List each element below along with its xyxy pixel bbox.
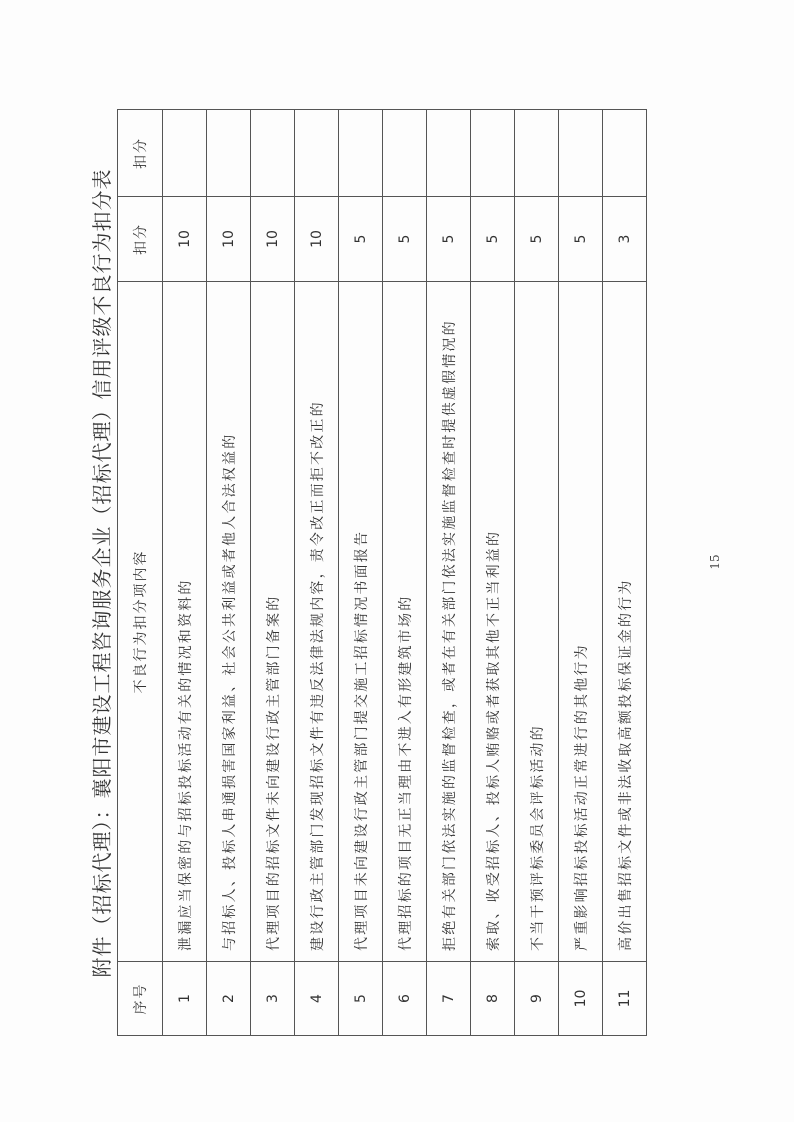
row-deduction: 10 xyxy=(163,197,207,282)
header-content: 不良行为扣分项内容 xyxy=(118,282,163,962)
row-index: 2 xyxy=(207,962,251,1036)
row-deduction-actual[interactable] xyxy=(471,110,515,197)
row-deduction-actual[interactable] xyxy=(207,110,251,197)
row-index: 9 xyxy=(515,962,559,1036)
row-deduction-actual[interactable] xyxy=(427,110,471,197)
row-content: 与招标人、投标人串通损害国家利益、社会公共利益或者他人合法权益的 xyxy=(207,282,251,962)
row-content: 代理招标的项目无正当理由不进入有形建筑市场的 xyxy=(383,282,427,962)
row-deduction-actual[interactable] xyxy=(559,110,603,197)
row-deduction: 5 xyxy=(383,197,427,282)
row-index: 5 xyxy=(339,962,383,1036)
table-row xyxy=(339,110,383,1036)
row-deduction-actual[interactable] xyxy=(603,110,647,197)
row-deduction-actual[interactable] xyxy=(163,110,207,197)
table-row xyxy=(383,110,427,1036)
row-content: 代理项目的招标文件未向建设行政主管部门备案的 xyxy=(251,282,295,962)
row-deduction: 5 xyxy=(427,197,471,282)
deduction-table xyxy=(117,109,647,1036)
header-deduction: 扣分 xyxy=(118,197,163,282)
row-index: 4 xyxy=(295,962,339,1036)
row-index: 11 xyxy=(603,962,647,1036)
row-deduction-actual[interactable] xyxy=(515,110,559,197)
document-title: 附件（招标代理）：襄阳市建设工程咨询服务企业（招标代理）信用评级不良行为扣分表 xyxy=(90,168,114,978)
row-deduction: 10 xyxy=(207,197,251,282)
table-row xyxy=(207,110,251,1036)
row-deduction: 10 xyxy=(251,197,295,282)
table-row xyxy=(515,110,559,1036)
table-row xyxy=(559,110,603,1036)
row-index: 8 xyxy=(471,962,515,1036)
header-index: 序号 xyxy=(118,962,163,1036)
row-index: 10 xyxy=(559,962,603,1036)
row-index: 6 xyxy=(383,962,427,1036)
table-row xyxy=(603,110,647,1036)
row-content: 泄漏应当保密的与招标投标活动有关的情况和资料的 xyxy=(163,282,207,962)
table-row xyxy=(251,110,295,1036)
row-content: 不当干预评标委员会评标活动的 xyxy=(515,282,559,962)
row-index: 3 xyxy=(251,962,295,1036)
row-deduction-actual[interactable] xyxy=(251,110,295,197)
table-row xyxy=(427,110,471,1036)
row-deduction: 5 xyxy=(471,197,515,282)
row-content: 建设行政主管部门发现招标文件有违反法律法规内容，责令改正而拒不改正的 xyxy=(295,282,339,962)
row-content: 代理项目未向建设行政主管部门提交施工招标情况书面报告 xyxy=(339,282,383,962)
row-deduction: 5 xyxy=(515,197,559,282)
row-deduction-actual[interactable] xyxy=(383,110,427,197)
row-deduction: 10 xyxy=(295,197,339,282)
row-content: 索取、收受招标人、投标人贿赂或者获取其他不正当利益的 xyxy=(471,282,515,962)
row-deduction: 3 xyxy=(603,197,647,282)
row-deduction: 5 xyxy=(339,197,383,282)
table-row xyxy=(163,110,207,1036)
row-content: 严重影响招标投标活动正常进行的其他行为 xyxy=(559,282,603,962)
page-number: 15 xyxy=(708,554,722,570)
row-content: 高价出售招标文件或非法收取高额投标保证金的行为 xyxy=(603,282,647,962)
row-index: 1 xyxy=(163,962,207,1036)
row-content: 拒绝有关部门依法实施的监督检查，或者在有关部门依法实施监督检查时提供虚假情况的 xyxy=(427,282,471,962)
header-deduction-actual: 扣分 xyxy=(118,110,163,197)
row-index: 7 xyxy=(427,962,471,1036)
table-row xyxy=(295,110,339,1036)
row-deduction: 5 xyxy=(559,197,603,282)
row-deduction-actual[interactable] xyxy=(339,110,383,197)
table-row xyxy=(471,110,515,1036)
row-deduction-actual[interactable] xyxy=(295,110,339,197)
table-header-row xyxy=(118,110,163,1036)
